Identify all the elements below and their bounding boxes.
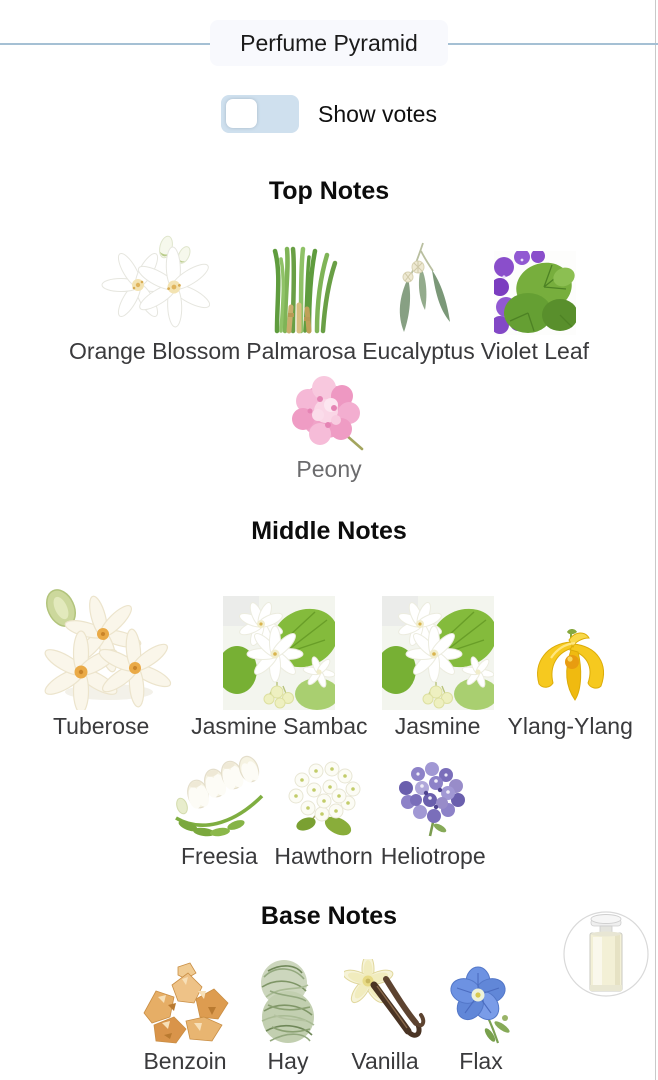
note-item-hawthorn: [274, 756, 372, 870]
toggle-knob: [226, 99, 257, 128]
note-item-eucalyptus: [362, 241, 475, 365]
show-votes-toggle[interactable]: [221, 95, 299, 133]
peony-image[interactable]: [290, 375, 368, 453]
page-title: Perfume Pyramid: [210, 20, 448, 66]
perfume-bottle-icon: [560, 906, 652, 1002]
flax-image[interactable]: [442, 963, 520, 1045]
note-item-tuberose: [25, 582, 177, 740]
note-label[interactable]: Peony: [296, 456, 362, 482]
vanilla-image[interactable]: [344, 959, 426, 1045]
freesia-image[interactable]: [172, 752, 266, 840]
middle-notes-heading: Middle Notes: [251, 517, 407, 545]
note-label[interactable]: Hawthorn: [274, 843, 373, 869]
middle-notes-row-2: [0, 752, 658, 870]
jasmine-sambac-image[interactable]: [223, 596, 335, 710]
tuberose-image[interactable]: [25, 582, 177, 710]
palmarosa-image[interactable]: [263, 245, 339, 335]
note-item-heliotrope: [381, 760, 486, 870]
top-notes-heading: Top Notes: [268, 177, 390, 205]
ylang-ylang-image[interactable]: [523, 626, 617, 710]
eucalyptus-image[interactable]: [377, 241, 459, 335]
note-label[interactable]: Heliotrope: [380, 843, 486, 869]
note-label[interactable]: Jasmine Sambac: [191, 713, 368, 739]
jasmine-image[interactable]: [382, 596, 494, 710]
base-notes-heading: Base Notes: [260, 902, 398, 930]
top-notes-row-1: [0, 229, 658, 365]
note-item-peony: [290, 375, 368, 483]
hay-image[interactable]: [248, 957, 328, 1045]
note-label[interactable]: Freesia: [181, 843, 258, 869]
note-label[interactable]: Eucalyptus: [362, 338, 475, 364]
perfume-bottle-button[interactable]: [560, 906, 652, 1007]
note-item-hay: [248, 957, 328, 1075]
heliotrope-image[interactable]: [390, 760, 476, 840]
note-label[interactable]: Orange Blossom: [68, 338, 241, 364]
note-label[interactable]: Tuberose: [52, 713, 150, 739]
note-label[interactable]: Violet Leaf: [480, 338, 590, 364]
note-label[interactable]: Flax: [459, 1048, 503, 1074]
note-label[interactable]: Palmarosa: [246, 338, 357, 364]
hawthorn-image[interactable]: [280, 756, 368, 840]
note-item-violet-leaf: [481, 251, 589, 365]
note-item-ylang-ylang: [508, 626, 633, 740]
note-item-orange-blossom: [69, 229, 240, 365]
show-votes-label: Show votes: [318, 100, 437, 127]
middle-notes-row-1: [0, 582, 658, 740]
show-votes-row: [0, 95, 658, 133]
note-item-benzoin: [138, 961, 232, 1075]
note-label[interactable]: Vanilla: [351, 1048, 419, 1074]
note-item-freesia: [172, 752, 266, 870]
note-label[interactable]: Benzoin: [143, 1048, 227, 1074]
page-edge-line: [655, 0, 656, 1080]
violet-leaf-image[interactable]: [494, 251, 576, 335]
note-label[interactable]: Jasmine: [394, 713, 481, 739]
note-label[interactable]: Hay: [267, 1048, 309, 1074]
benzoin-image[interactable]: [138, 961, 232, 1045]
note-item-jasmine: [382, 596, 494, 740]
orange-blossom-image[interactable]: [100, 229, 210, 335]
top-notes-row-2: [0, 375, 658, 483]
note-item-flax: [442, 963, 520, 1075]
note-item-palmarosa: [246, 245, 356, 365]
note-item-vanilla: [344, 959, 426, 1075]
note-label[interactable]: Ylang-Ylang: [507, 713, 633, 739]
note-item-jasmine-sambac: [191, 596, 367, 740]
